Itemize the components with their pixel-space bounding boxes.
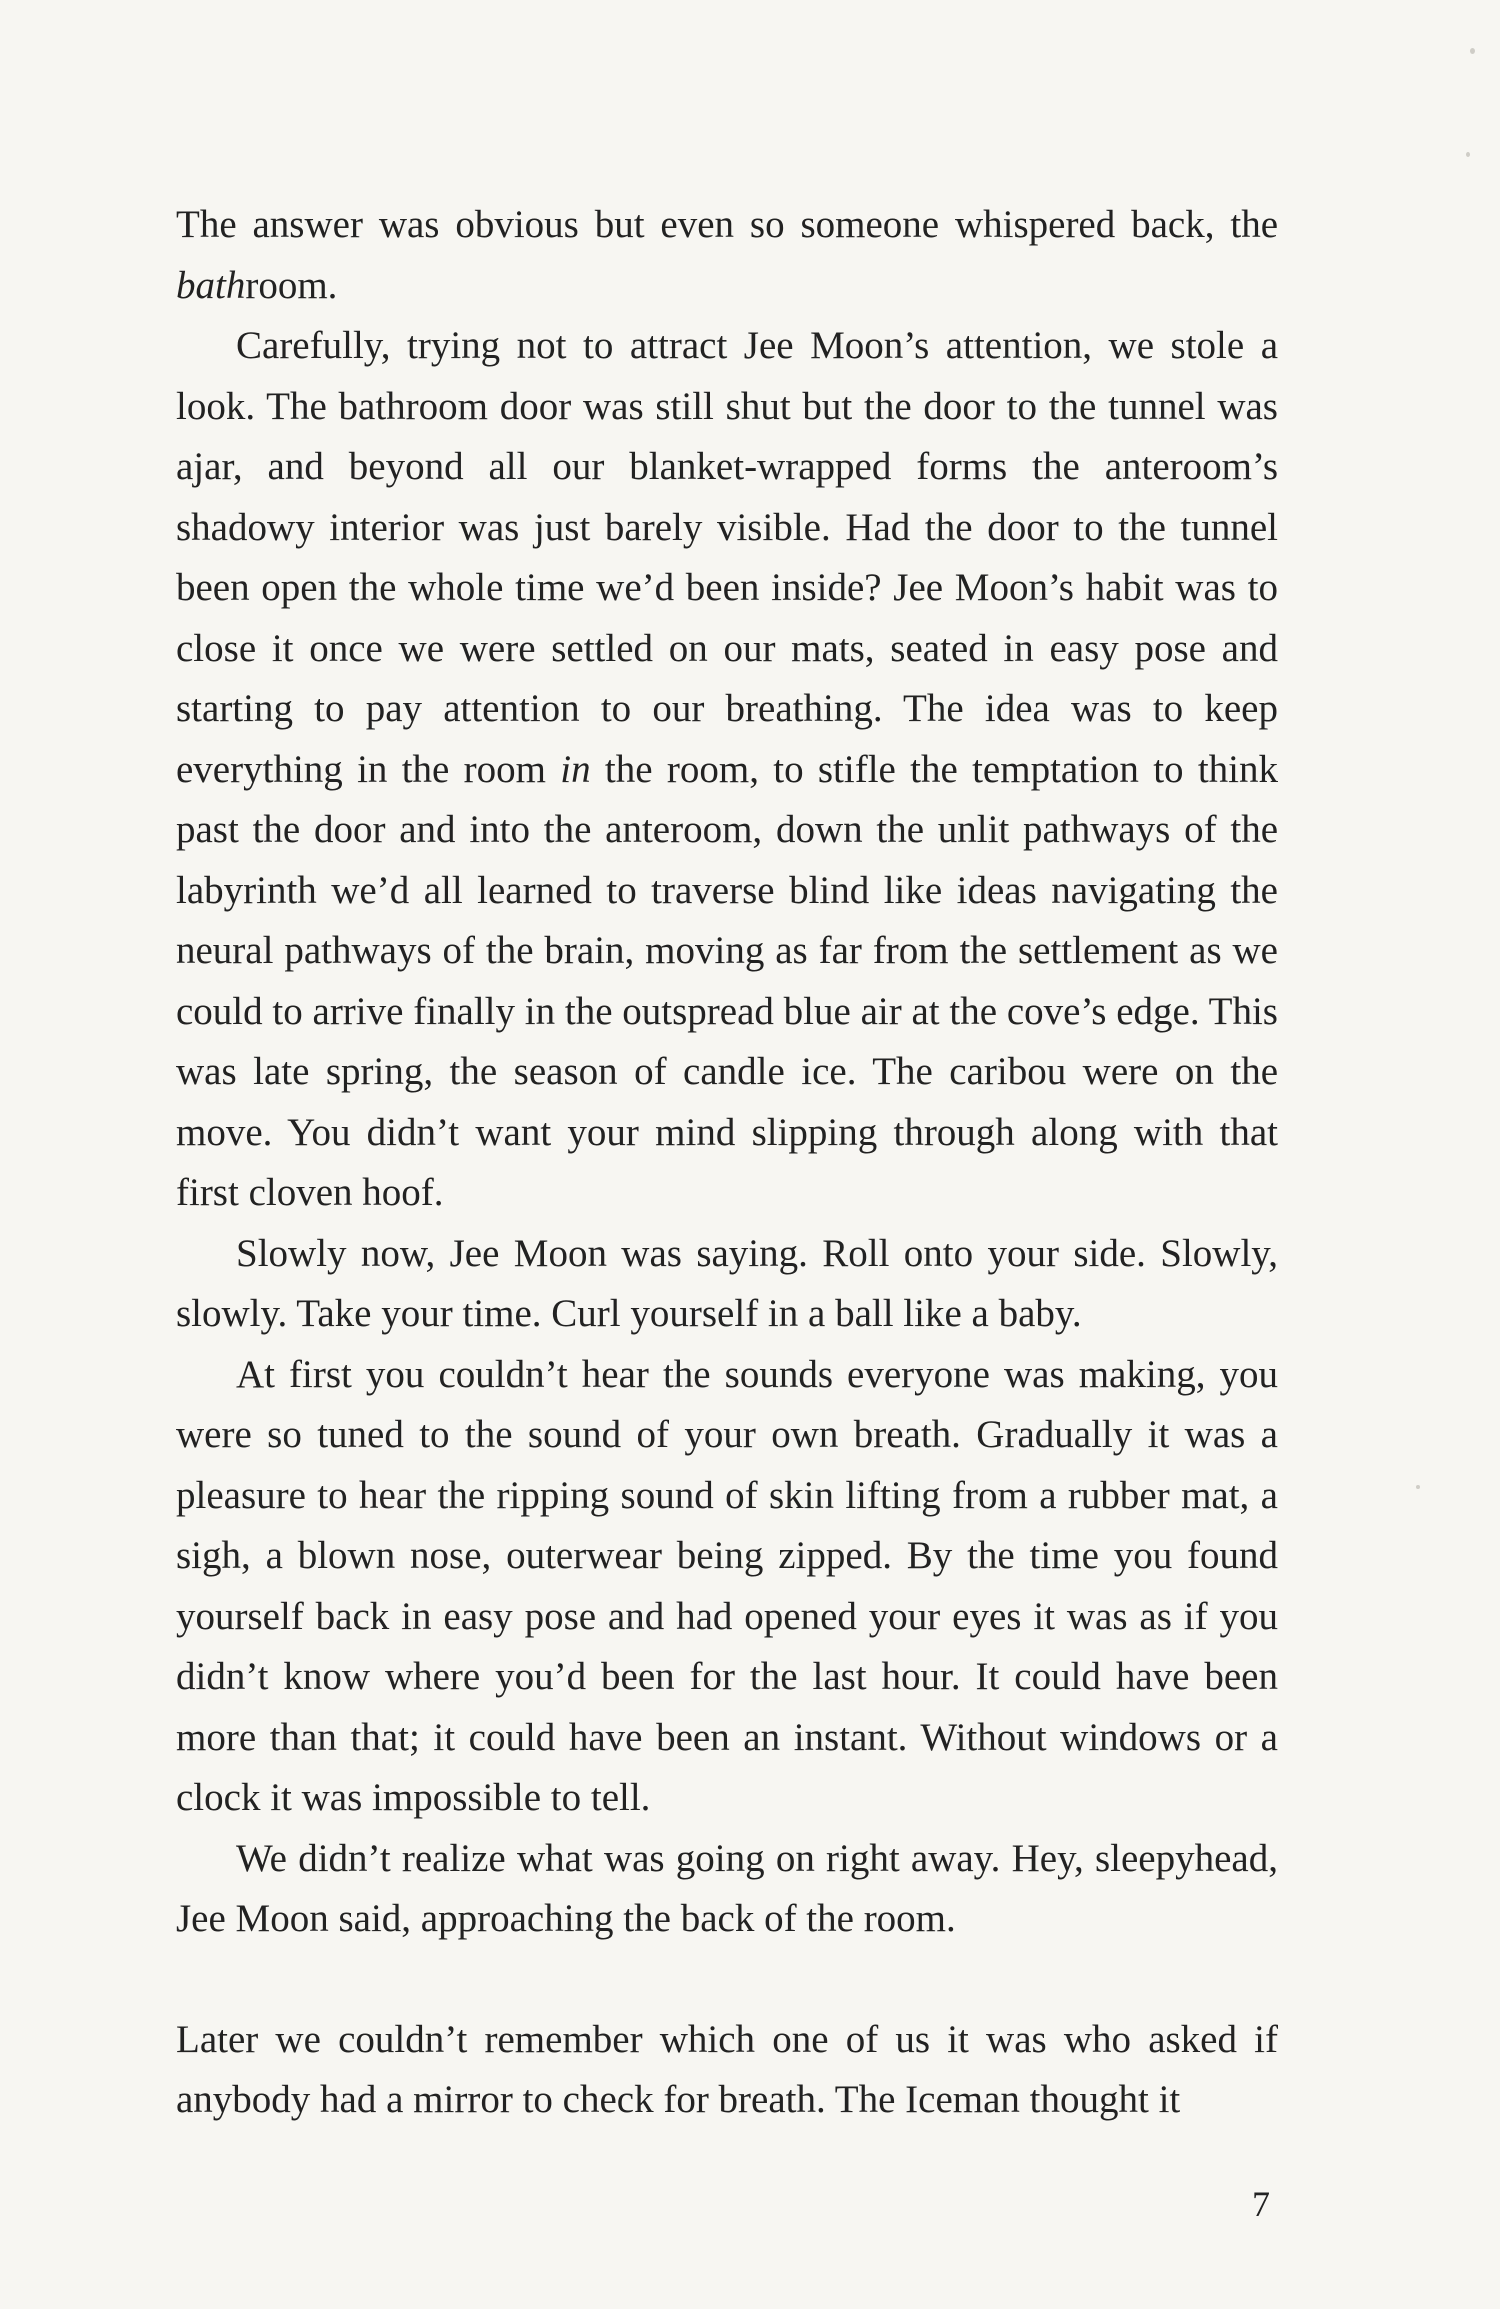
scan-speck bbox=[1466, 152, 1470, 157]
scan-speck bbox=[1416, 1485, 1420, 1489]
paragraph-4 bbox=[176, 1345, 1278, 1829]
paragraph-3 bbox=[176, 1224, 1278, 1345]
paragraph-5-text: We didn’t realize what was going on right away. Hey, sleepyhead, Jee Moon said, approaching the back of the room. bbox=[176, 1836, 1278, 1940]
scan-speck bbox=[1470, 48, 1475, 54]
paragraph-6-text: Later we couldn’t remember which one of us it was who asked if anybody had a mirror to check for breath. The Iceman thought it bbox=[176, 2017, 1278, 2121]
paragraph-2-emphasis: in bbox=[560, 747, 591, 791]
paragraph-4-text: At first you couldn’t hear the sounds everyone was making, you were so tuned to the sound of your own breath. Gradually it was a pleasure to hear the ripping sound of skin lifting from a rubber mat, a sigh, a blown nose, outerwear being zipped. By the time you found yourself back in easy pose and had opened your eyes it was as if you didn’t know where you’d been for the last hour. It could have been more than that; it could have been an instant. Without windows or a clock it was impossible to tell. bbox=[176, 1352, 1278, 1819]
book-page-body bbox=[176, 195, 1278, 2131]
paragraph-2 bbox=[176, 316, 1278, 1224]
paragraph-6 bbox=[176, 2010, 1278, 2131]
paragraph-3-text: Slowly now, Jee Moon was saying. Roll onto your side. Slowly, slowly. Take your time. Curl yourself in a ball like a baby. bbox=[176, 1231, 1278, 1335]
paragraph-1-text: The answer was obvious but even so someone whispered back, the bbox=[176, 203, 1278, 246]
paragraph-5 bbox=[176, 1829, 1278, 1950]
paragraph-1 bbox=[176, 195, 1278, 316]
paragraph-1-text-end: room. bbox=[245, 263, 338, 307]
paragraph-2-text: Carefully, trying not to attract Jee Moon’s attention, we stole a look. The bathroom door was still shut but the door to the tunnel was ajar, and beyond all our blanket-wrapped forms the anteroom’s shadowy interior was just barely visible. Had the door to the tunnel been open the whole time we’d been inside? Jee Moon’s habit was to close it once we were settled on our mats, seated in easy pose and starting to pay attention to our breathing. The idea was to keep everything in the room bbox=[176, 324, 1278, 791]
page-number: 7 bbox=[1252, 2184, 1270, 2224]
paragraph-1-emphasis: bath bbox=[176, 263, 246, 307]
paragraph-2-text-end: the room, to stifle the temptation to think past the door and into the anteroom, down the unlit pathways of the labyrinth we’d all learned to traverse blind like ideas navigating the neural pathways of the brain, moving as far from the settlement as we could to arrive finally in the outspread blue air at the cove’s edge. This was late spring, the season of candle ice. The caribou were on the move. You didn’t want your mind slipping through along with that first cloven hoof. bbox=[176, 747, 1278, 1214]
